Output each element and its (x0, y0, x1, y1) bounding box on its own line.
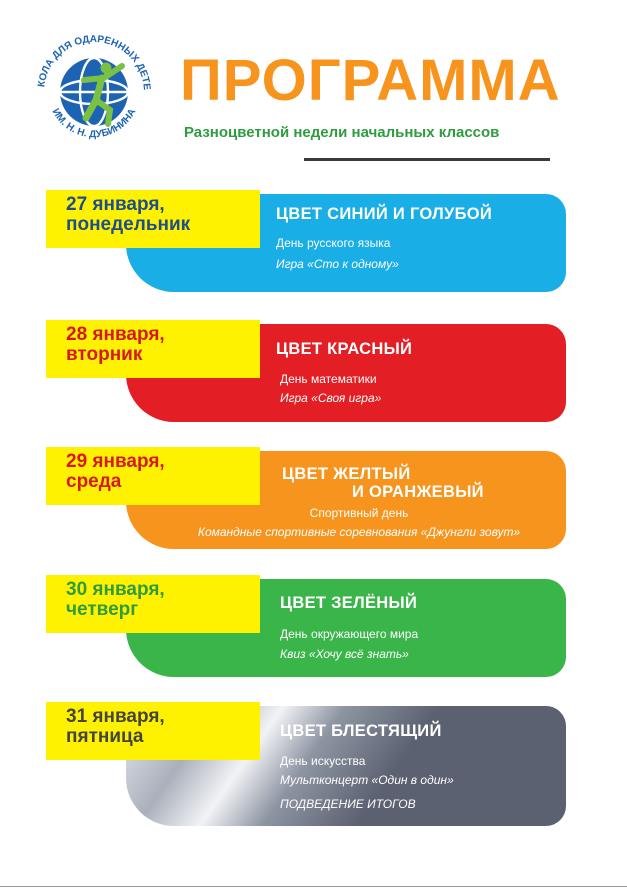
page-subtitle: Разноцветной недели начальных классов (184, 124, 500, 141)
date-tag (46, 575, 260, 633)
logo-arc-text: КОЛА ДЛЯ ОДАРЕННЫХ ДЕТЕ (36, 33, 153, 91)
date-label: 29 января, (66, 451, 165, 472)
date-label: 31 января, (66, 706, 165, 727)
color-heading: ЦВЕТ БЛЕСТЯЩИЙ (280, 722, 442, 740)
page-title: ПРОГРАММА (180, 48, 561, 113)
date-label: 28 января, (66, 324, 165, 345)
event-line: Квиз «Хочу всё знать» (280, 647, 409, 661)
event-line: День искусства (280, 754, 366, 768)
weekday-label: среда (66, 471, 122, 492)
event-line: День окружающего мира (280, 627, 419, 641)
logo-bottom-text: ИМ. Н. Н. ДУБИНИНА (49, 106, 139, 141)
event-line: ПОДВЕДЕНИЕ ИТОГОВ (280, 797, 416, 811)
color-heading: ЦВЕТ ЗЕЛЁНЫЙ (280, 594, 418, 612)
date-label: 30 января, (66, 579, 165, 600)
event-line: Спортивный день (309, 506, 409, 520)
date-label: 27 января, (66, 194, 165, 215)
school-logo (30, 26, 158, 154)
event-line: День математики (280, 372, 377, 386)
date-tag (46, 320, 260, 378)
date-tag (46, 702, 260, 760)
day-block-friday (0, 702, 627, 828)
page-bottom-rule (0, 886, 627, 887)
color-heading: ЦВЕТ КРАСНЫЙ (276, 340, 413, 358)
color-heading: И ОРАНЖЕВЫЙ (352, 483, 484, 501)
weekday-label: четверг (66, 599, 139, 620)
day-block-wednesday (0, 447, 627, 551)
date-tag (46, 447, 260, 505)
event-line: Мультконцерт «Один в один» (280, 773, 454, 787)
weekday-label: понедельник (66, 214, 191, 235)
color-heading: ЦВЕТ СИНИЙ И ГОЛУБОЙ (276, 205, 493, 223)
day-block-tuesday (0, 320, 627, 424)
globe-with-figure-icon (30, 26, 158, 154)
event-line: Игра «Своя игра» (280, 391, 382, 405)
event-line: Игра «Сто к одному» (276, 257, 399, 271)
event-line: Командные спортивные соревнования «Джунгли зовут» (197, 525, 521, 539)
weekday-label: пятница (66, 726, 144, 747)
title-divider (304, 158, 550, 161)
day-block-thursday (0, 575, 627, 679)
date-tag (46, 190, 260, 248)
color-heading: ЦВЕТ ЖЕЛТЫЙ (282, 465, 411, 483)
day-block-monday (0, 190, 627, 294)
event-line: День русского языка (276, 236, 391, 250)
weekday-label: вторник (66, 344, 143, 365)
